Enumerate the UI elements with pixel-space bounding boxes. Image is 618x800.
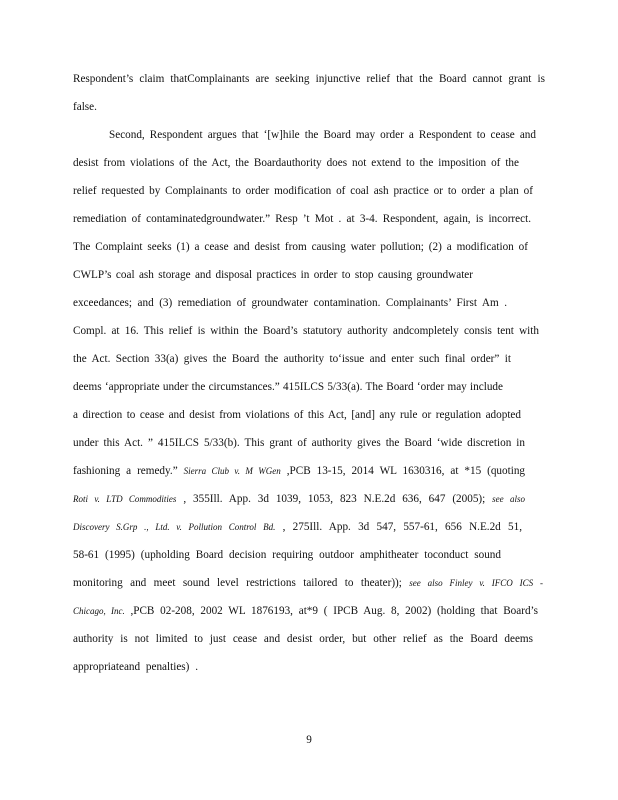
case-citation: Sierra Club v. M WGen — [183, 466, 281, 476]
text-line: a direction to cease and desist from violations of this Act, [and] any rule or regulation adopted — [73, 409, 521, 421]
signal-see-also: see also — [492, 494, 526, 504]
text-line: 58-61 (1995) (upholding Board decision requiring outdoor amphitheater toconduct sound — [73, 549, 501, 561]
text-line — [73, 604, 538, 618]
text-span: monitoring and meet sound level restrictions tailored to theater)); — [73, 577, 402, 589]
text-line — [73, 520, 522, 534]
text-span: ,PCB 02-208, 2002 WL 1876193, at*9 ( IPCB Aug. 8, 2002) (holding that Board’s — [130, 605, 538, 617]
text-span: , 355Ill. App. 3d 1039, 1053, 823 N.E.2d 636, 647 (2005); — [183, 493, 486, 505]
text-line — [73, 464, 525, 478]
text-line: desist from violations of the Act, the Boardauthority does not extend to the imposition of the — [73, 157, 519, 169]
text-line: Second, Respondent argues that ‘[w]hile the Board may order a Respondent to cease and — [109, 129, 536, 141]
text-line: deems ‘appropriate under the circumstances.” 415ILCS 5/33(a). The Board ‘order may include — [73, 381, 503, 393]
text-line: authority is not limited to just cease and desist order, but other relief as the Board deems — [73, 633, 533, 645]
text-line: Compl. at 16. This relief is within the Board’s statutory authority andcompletely consis tent with — [73, 325, 539, 337]
text-line — [73, 492, 525, 506]
text-span: ,PCB 13-15, 2014 WL 1630316, at *15 (quoting — [286, 465, 526, 477]
text-line: appropriateand penalties) . — [73, 661, 198, 673]
page-number: 9 — [306, 734, 312, 746]
text-line: The Complaint seeks (1) a cease and desist from causing water pollution; (2) a modification of — [73, 241, 528, 253]
text-line: under this Act. ” 415ILCS 5/33(b). This grant of authority gives the Board ‘wide discretion in — [73, 437, 525, 449]
text-line: the Act. Section 33(a) gives the Board the authority to‘issue and enter such final order” it — [73, 353, 511, 365]
text-span: fashioning a remedy.” — [73, 465, 178, 477]
case-citation: see also Finley v. IFCO ICS - — [409, 578, 543, 588]
text-line: false. — [73, 101, 97, 113]
text-line: remediation of contaminatedgroundwater.” Resp ’t Mot . at 3-4. Respondent, again, is incorrect. — [73, 213, 531, 225]
text-line: exceedances; and (3) remediation of groundwater contamination. Complainants’ First Am . — [73, 297, 507, 309]
text-line: relief requested by Complainants to order modification of coal ash practice or to order a plan of — [73, 185, 533, 197]
case-citation: Roti v. LTD Commodities — [73, 494, 177, 504]
text-span: , 275Ill. App. 3d 547, 557-61, 656 N.E.2d 51, — [282, 521, 522, 533]
text-line: Respondent’s claim thatComplainants are seeking injunctive relief that the Board cannot grant is — [73, 73, 545, 85]
text-line: CWLP’s coal ash storage and disposal practices in order to stop causing groundwater — [73, 269, 473, 281]
case-citation: Chicago, Inc. — [73, 606, 125, 616]
case-citation: Discovery S.Grp ., Ltd. v. Pollution Control Bd. — [73, 522, 276, 532]
text-line — [73, 576, 543, 590]
